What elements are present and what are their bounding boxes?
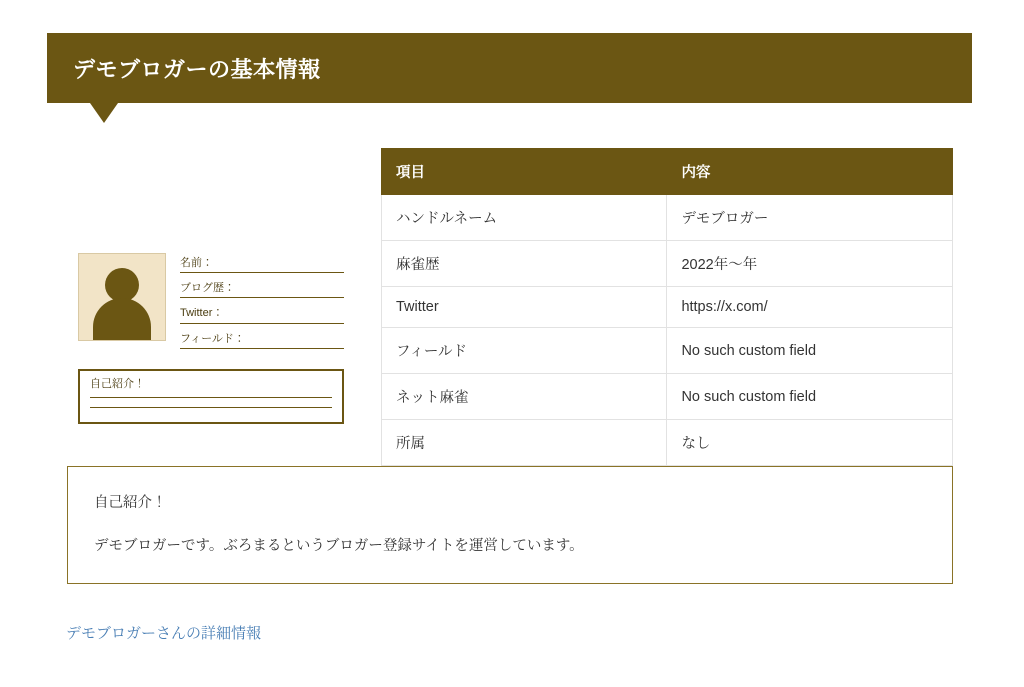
basic-info-table (381, 148, 953, 466)
profile-card (78, 253, 344, 424)
table-row (382, 374, 953, 420)
page-header (47, 33, 972, 103)
table-cell-value: No such custom field (667, 374, 953, 420)
self-introduction-title: 自己紹介！ (94, 495, 167, 511)
table-header-item: 項目 (382, 149, 667, 195)
table-cell-value: No such custom field (667, 328, 953, 374)
profile-intro-label: 自己紹介！ (90, 377, 145, 390)
table-header-row (382, 149, 953, 195)
table-row (382, 287, 953, 328)
profile-field-name: 名前： (180, 257, 344, 273)
table-row (382, 241, 953, 287)
profile-field-twitter: Twitter： (180, 307, 344, 323)
table-row (382, 328, 953, 374)
table-cell-value: なし (667, 420, 953, 466)
table-cell-item: 所属 (382, 420, 667, 466)
profile-field-blog-history: ブログ歴： (180, 282, 344, 298)
table-cell-item: フィールド (382, 328, 667, 374)
header-banner (47, 33, 972, 103)
table-cell-item: ハンドルネーム (382, 195, 667, 241)
table-cell-value: 2022年〜年 (667, 241, 953, 287)
table-cell-value: デモブロガー (667, 195, 953, 241)
avatar-head-icon (105, 268, 139, 302)
header-banner-tail (90, 103, 118, 123)
table-cell-item: Twitter (382, 287, 667, 328)
avatar (78, 253, 166, 341)
table-cell-item: ネット麻雀 (382, 374, 667, 420)
profile-field-list (180, 253, 344, 358)
profile-card-top (78, 253, 344, 358)
self-introduction-box (67, 466, 953, 584)
avatar-body-icon (93, 298, 151, 340)
profile-intro-rule-1 (90, 397, 332, 398)
detail-info-link[interactable]: デモブロガーさんの詳細情報 (66, 625, 262, 642)
table-row (382, 420, 953, 466)
self-introduction-text: デモブロガーです。ぶろまるというブロガー登録サイトを運営しています。 (94, 538, 584, 554)
profile-intro-rule-2 (90, 407, 332, 408)
table-row (382, 195, 953, 241)
table-header-value: 内容 (667, 149, 953, 195)
profile-intro-box (78, 369, 344, 424)
table-cell-item: 麻雀歴 (382, 241, 667, 287)
table-cell-value: https://x.com/ (667, 287, 953, 328)
profile-field-field: フィールド： (180, 333, 344, 349)
page-title: デモブロガーの基本情報 (73, 56, 321, 82)
